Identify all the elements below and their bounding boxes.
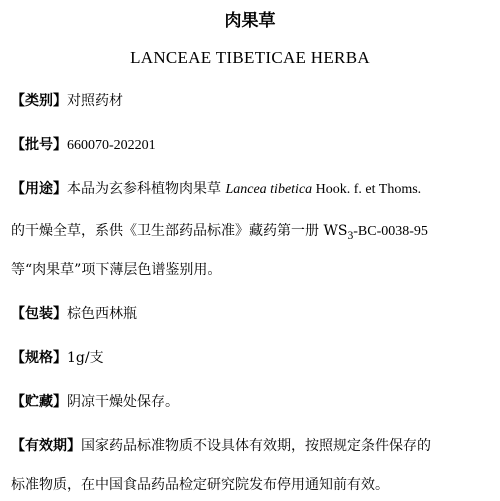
storage-line <box>11 392 496 412</box>
spec-line <box>11 348 496 368</box>
usage-line-1 <box>11 179 496 200</box>
title-latin: LANCEAE TIBETICAE HERBA <box>130 48 370 67</box>
category-label: 【类别】 <box>11 93 67 109</box>
usage-text-2b: -BC-0038-95 <box>353 224 428 239</box>
usage-text-1a: 本品为玄参科植物肉果草 <box>67 181 226 197</box>
usage-text-2a: 的干燥全草，系供《卫生部药品标准》藏药第一册 WS <box>11 223 348 239</box>
package-value: 棕色西林瓶 <box>67 306 137 322</box>
usage-latin-name: Lancea tibetica <box>225 182 313 197</box>
usage-line-2 <box>11 221 496 246</box>
usage-text-1b: Hook. f. et Thoms. <box>312 182 422 197</box>
storage-value: 阴凉干燥处保存。 <box>67 394 179 410</box>
validity-label: 【有效期】 <box>11 438 81 454</box>
title-chinese: 肉果草 <box>224 11 276 31</box>
validity-text-2: 标准物质，在中国食品药品检定研究院发布停用通知前有效。 <box>11 477 389 493</box>
category-value: 对照药材 <box>67 93 123 109</box>
validity-line-2 <box>11 475 496 495</box>
storage-label: 【贮藏】 <box>11 394 67 410</box>
usage-label: 【用途】 <box>11 181 67 197</box>
usage-text-3: 等“肉果草”项下薄层色谱鉴别用。 <box>11 262 222 278</box>
category-line <box>11 91 496 111</box>
package-label: 【包装】 <box>11 306 67 322</box>
validity-line-1 <box>11 436 496 456</box>
package-line <box>11 304 496 324</box>
batch-label: 【批号】 <box>11 137 67 153</box>
spec-label: 【规格】 <box>11 350 67 366</box>
spec-value: 1g/支 <box>67 350 104 366</box>
usage-subscript: 3 <box>347 228 354 242</box>
validity-text-1: 国家药品标准物质不设具体有效期，按照规定条件保存的 <box>81 438 431 454</box>
batch-value: 660070-202201 <box>67 138 156 153</box>
usage-line-3 <box>11 260 496 280</box>
batch-line <box>11 135 496 156</box>
